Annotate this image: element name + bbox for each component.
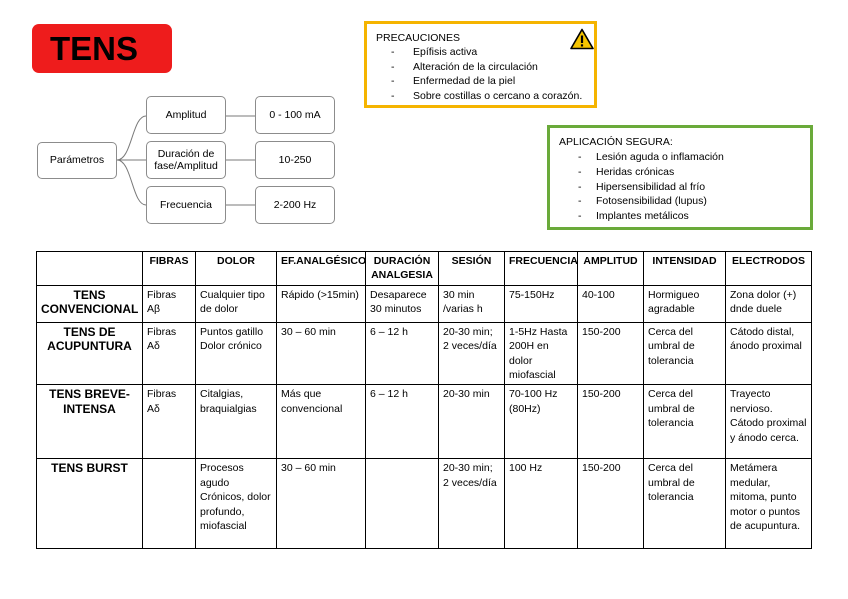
table-cell: 75-150Hz: [505, 285, 578, 322]
frequency-node: Frecuencia: [146, 186, 226, 224]
table-cell: Cerca del umbral de tolerancia: [644, 322, 726, 385]
table-cell: [143, 459, 196, 549]
table-cell: Metámera medular, mitoma, punto motor o puntos de acupuntura.: [726, 459, 812, 549]
header-cell: [37, 252, 143, 286]
precautions-title: PRECAUCIONES: [376, 32, 461, 44]
table-cell: Rápido (>15min): [277, 285, 366, 322]
tens-table: [36, 251, 812, 549]
table-cell: 70-100 Hz (80Hz): [505, 385, 578, 459]
table-cell: [366, 459, 439, 549]
table-cell: Zona dolor (+) dnde duele: [726, 285, 812, 322]
header-cell: DURACIÓN ANALGESIA: [366, 252, 439, 286]
phase-duration-node: Duración de fase/Amplitud: [146, 141, 226, 179]
table-cell: Fibras Aδ: [143, 385, 196, 459]
table-cell: 20-30 min; 2 veces/día: [439, 459, 505, 549]
table-cell: 20-30 min; 2 veces/día: [439, 322, 505, 385]
table-cell: Citalgias, braquialgias: [196, 385, 277, 459]
table-header-row: [37, 252, 812, 286]
row-header: TENS BREVE-INTENSA: [37, 385, 143, 459]
table-cell: Fibras Aδ: [143, 322, 196, 385]
table-cell: Desaparece 30 minutos: [366, 285, 439, 322]
header-cell: SESIÓN: [439, 252, 505, 286]
table-row: [37, 459, 812, 549]
list-item: - Hipersensibilidad al frío: [578, 180, 724, 195]
table-cell: 6 – 12 h: [366, 322, 439, 385]
table-cell: 150-200: [578, 385, 644, 459]
header-cell: EF.ANALGÉSICO: [277, 252, 366, 286]
table-cell: 100 Hz: [505, 459, 578, 549]
table-cell: 30 min /varias h: [439, 285, 505, 322]
phase-duration-value-node: 10-250: [255, 141, 335, 179]
table-row: [37, 322, 812, 385]
table-cell: 150-200: [578, 459, 644, 549]
table-cell: 6 – 12 h: [366, 385, 439, 459]
table-cell: 1-5Hz Hasta 200H en dolor miofascial: [505, 322, 578, 385]
row-header: TENS BURST: [37, 459, 143, 549]
header-cell: FRECUENCIA: [505, 252, 578, 286]
list-item: - Heridas crónicas: [578, 165, 724, 180]
table-cell: 30 – 60 min: [277, 322, 366, 385]
table-cell: 30 – 60 min: [277, 459, 366, 549]
parameter-connectors: [0, 0, 848, 240]
table-cell: Cerca del umbral de tolerancia: [644, 459, 726, 549]
header-cell: AMPLITUD: [578, 252, 644, 286]
table-cell: Puntos gatillo Dolor crónico: [196, 322, 277, 385]
parameters-root-node: Parámetros: [37, 142, 117, 179]
list-item: - Implantes metálicos: [578, 209, 724, 224]
header-cell: INTENSIDAD: [644, 252, 726, 286]
row-header: TENS DE ACUPUNTURA: [37, 322, 143, 385]
amplitude-value-node: 0 - 100 mA: [255, 96, 335, 134]
table-cell: Hormigueo agradable: [644, 285, 726, 322]
safe-application-title: APLICACIÓN SEGURA:: [559, 136, 673, 148]
amplitude-node: Amplitud: [146, 96, 226, 134]
table-cell: 40-100: [578, 285, 644, 322]
page-title: TENS: [50, 30, 139, 67]
table-row: [37, 385, 812, 459]
table-cell: Cualquier tipo de dolor: [196, 285, 277, 322]
table-cell: Procesos agudo Crónicos, dolor profundo, miofascial: [196, 459, 277, 549]
table-cell: Más que convencional: [277, 385, 366, 459]
table-cell: 20-30 min: [439, 385, 505, 459]
table-cell: Fibras Aβ: [143, 285, 196, 322]
list-item: - Lesión aguda o inflamación: [578, 150, 724, 165]
table-cell: Cátodo distal, ánodo proximal: [726, 322, 812, 385]
row-header: TENS CONVENCIONAL: [37, 285, 143, 322]
list-item: - Alteración de la circulación: [391, 60, 582, 75]
list-item: - Fotosensibilidad (lupus): [578, 194, 724, 209]
header-cell: ELECTRODOS: [726, 252, 812, 286]
table-cell: Trayecto nervioso. Cátodo proximal y ánodo cerca.: [726, 385, 812, 459]
frequency-value-node: 2-200 Hz: [255, 186, 335, 224]
list-item: - Enfermedad de la piel: [391, 74, 582, 89]
header-cell: DOLOR: [196, 252, 277, 286]
table-cell: Cerca del umbral de tolerancia: [644, 385, 726, 459]
header-cell: FIBRAS: [143, 252, 196, 286]
table-row: [37, 285, 812, 322]
table-cell: 150-200: [578, 322, 644, 385]
list-item: - Epífisis activa: [391, 45, 582, 60]
list-item: - Sobre costillas o cercano a corazón.: [391, 89, 582, 104]
